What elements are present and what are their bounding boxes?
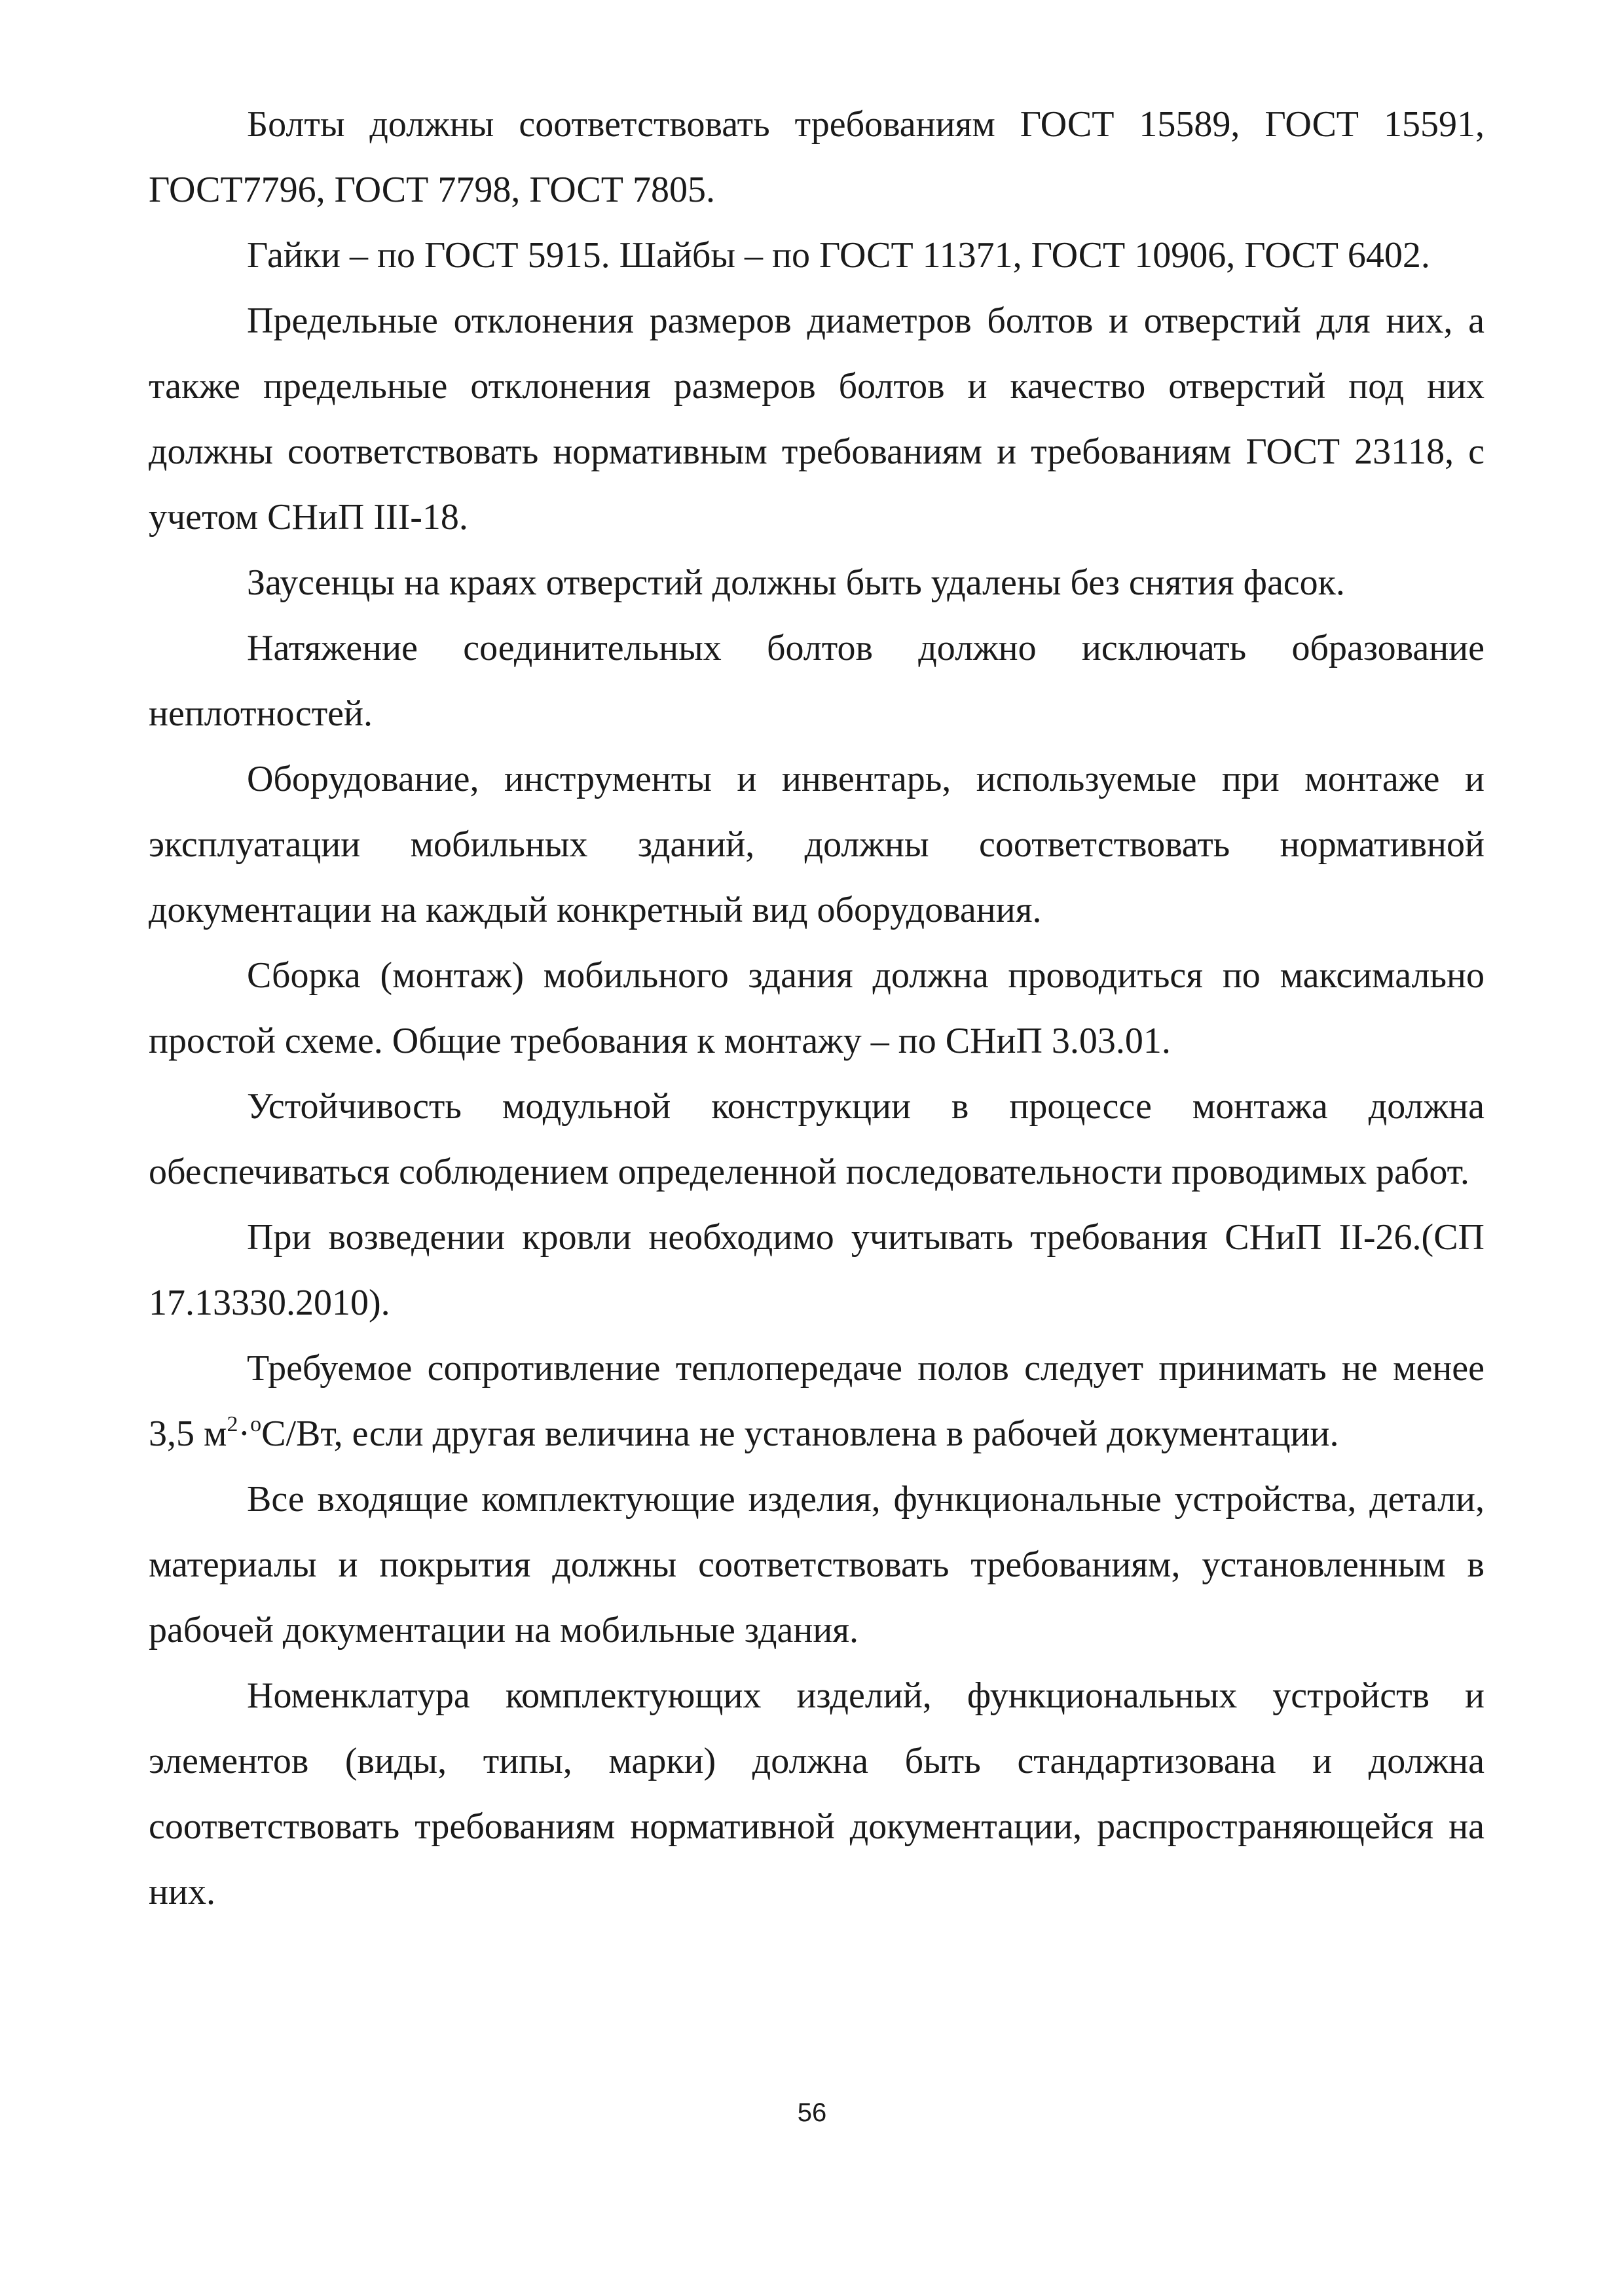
paragraph-stability: Устойчивость модульной конструкции в процессе монтажа должна обеспечиваться соблюдением определенной последовательности проводимых работ.: [149, 1086, 1485, 1192]
paragraph-assembly: Сборка (монтаж) мобильного здания должна проводиться по максимально простой схеме. Общие требования к монтажу – по СНиП 3.03.01.: [149, 955, 1485, 1061]
page-number: 56: [797, 2098, 827, 2127]
paragraph-roofing: При возведении кровли необходимо учитывать требования СНиП II-26.(СП 17.13330.2010).: [149, 1217, 1485, 1323]
body-text: [149, 92, 1485, 1925]
thermal-text-dot: ·: [238, 1413, 251, 1454]
paragraph-components: Все входящие комплектующие изделия, функциональные устройства, детали, материалы и покрытия должны соответствовать требованиям, установленным в рабочей документации на мобильные здания.: [149, 1479, 1485, 1650]
paragraph-tension: Натяжение соединительных болтов должно исключать образование неплотностей.: [149, 628, 1485, 734]
paragraph-burrs: Заусенцы на краях отверстий должны быть удалены без снятия фасок.: [247, 562, 1345, 603]
paragraph-equipment: Оборудование, инструменты и инвентарь, используемые при монтаже и эксплуатации мобильных зданий, должны соответствовать нормативной документации на каждый конкретный вид оборудования.: [149, 759, 1485, 930]
paragraph-nomenclature: Номенклатура комплектующих изделий, функциональных устройств и элементов (виды, типы, марки) должна быть стандартизована и должна соответствовать требованиям нормативной документации, распространяющейся на них.: [149, 1675, 1485, 1912]
thermal-sup-squared: 2: [227, 1412, 238, 1436]
thermal-text-before: Требуемое сопротивление теплопередаче полов следует принимать не менее 3,5 м: [149, 1348, 1485, 1454]
thermal-sup-degree: o: [250, 1412, 262, 1436]
paragraph-bolts: Болты должны соответствовать требованиям ГОСТ 15589, ГОСТ 15591, ГОСТ7796, ГОСТ 7798, ГОСТ 7805.: [149, 104, 1485, 210]
thermal-text-after: С/Вт, если другая величина не установлена в рабочей документации.: [261, 1413, 1339, 1454]
paragraph-tolerances: Предельные отклонения размеров диаметров болтов и отверстий для них, а также предельные отклонения размеров болтов и качество отверстий под них должны соответствовать нормативным требованиям и требованиям ГОСТ 23118, с учетом СНиП III-18.: [149, 301, 1485, 538]
paragraph-nuts-washers: Гайки – по ГОСТ 5915. Шайбы – по ГОСТ 11371, ГОСТ 10906, ГОСТ 6402.: [247, 235, 1430, 276]
paragraph-thermal: [149, 1336, 1485, 1467]
